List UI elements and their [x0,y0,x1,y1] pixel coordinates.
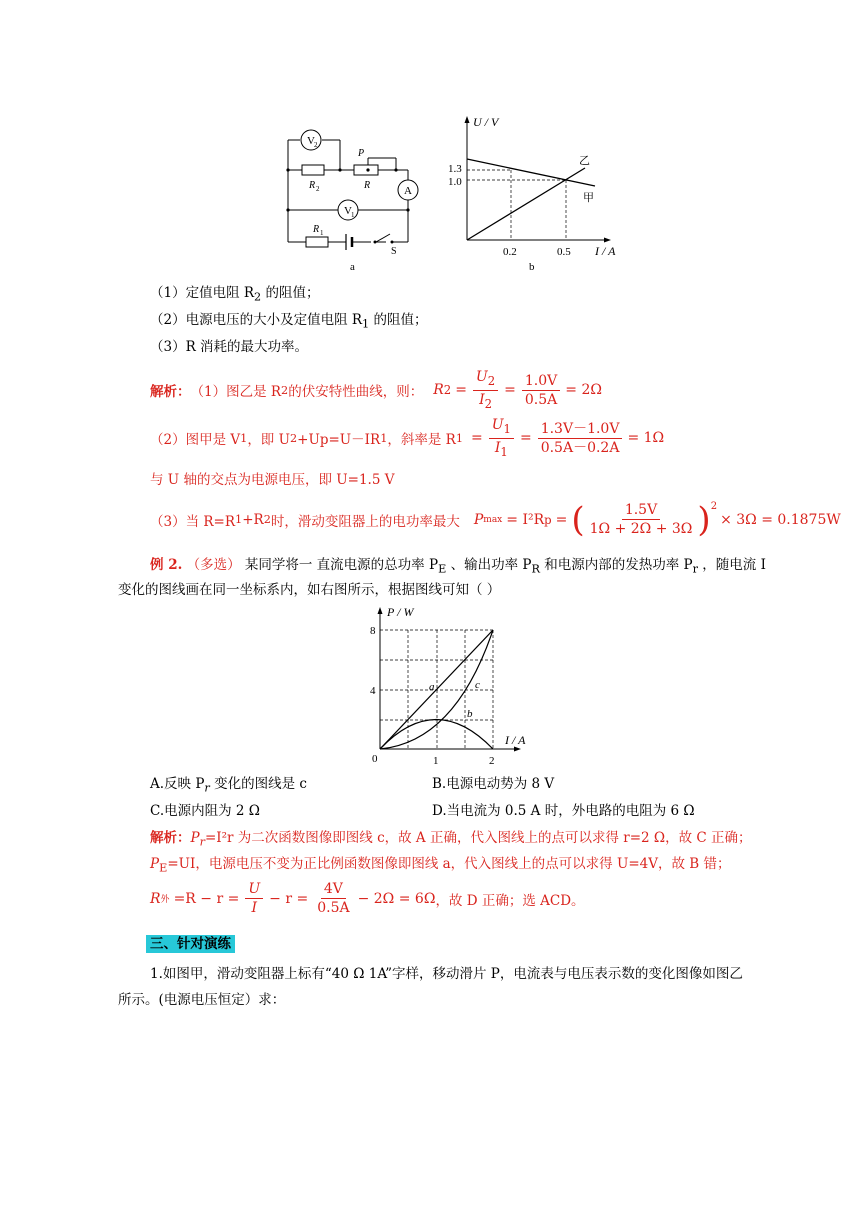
line-yi [467,168,585,240]
solution1-part2b: 与 U 轴的交点为电源电压，即 U=1.5 V [150,472,395,488]
section3-heading: 三、针对演练 [146,932,235,952]
xtick-p-1: 1 [433,755,439,767]
question-1: （1）定值电阻 $R_2$ 的阻值； [150,285,320,304]
svg-text:1: 1 [320,229,324,237]
solution1-part1: 解析： （1）图乙是 R 2 的伏安特性曲线，则： R 2 = $\frac{U_2}{I_2}$ = $\frac{1.0V}{0.5A}$ = 2Ω [150,369,602,411]
line-jia [467,159,595,186]
resistor-r-label: R [364,180,371,191]
question-3: （3）R 消耗的最大功率。 [150,339,309,355]
svg-text:1: 1 [351,211,355,219]
curve-label-a: a [429,681,435,693]
graph-p-i [365,602,535,770]
slider-p-label: P [358,148,365,159]
question-2: （2）电源电压的大小及定值电阻 $R_1$ 的阻值； [150,312,428,331]
xlabel-p: I / A [505,733,526,747]
solution2-line1: 解析：$P_r=I^2r$ 为二次函数图像即图线 c，故 A 正确，代入图线上的点可以求得 r=2 Ω，故 C 正确； [150,830,752,849]
meter-v1-label: V [344,205,352,217]
figure-a-caption: a [350,261,355,273]
svg-text:2: 2 [316,185,320,193]
example2-line2: 变化的图线画在同一坐标系内，如右图所示，根据图线可知（ ） [118,582,501,598]
resistor-r2-label: R [309,180,316,191]
ylabel-p: P / W [387,605,414,619]
graph-b-ui [445,112,625,274]
solution2-line3: R 外 =R − r = $\frac{U}{I}$ − r = $\frac{4V}{0.5A}$ − 2Ω = 6Ω ，故 D 正确；选 ACD。 [150,881,585,916]
svg-text:2: 2 [314,141,318,149]
solution2-line2: $P_E=UI$，电源电压不变为正比例函数图像即图线 a，代入图线上的点可以求得 U=4V，故 B 错； [150,856,731,875]
example2-line1: 例 2. （多选） 某同学将一 直流电源的总功率 $P_E$ 、输出功率 $P_R$ 和电源内部的发热功率 $P_r$ ，随电流 I [150,557,766,576]
ytick-p-4: 4 [370,685,376,697]
switch-s-label: S [391,246,397,257]
xtick-b-05: 0.5 [557,246,571,258]
solution1-part2: （2）图甲是 V 1 ，即 U 2 +Up=U－IR 1 ，斜率是 R 1 = $\frac{U_1}{I_1}$ = $\frac{1.3V-1.0V}{0.5A-0.2A}$ = 1Ω [150,417,665,459]
figure-b-caption: b [529,261,535,273]
xtick-b-02: 0.2 [503,246,517,258]
xtick-p-2: 2 [489,755,495,767]
ytick-p-8: 8 [370,625,376,637]
curve-label-b: b [467,708,473,720]
ammeter-label: A [404,185,412,197]
meter-v2-label: V [307,135,315,147]
xlabel-b: I / A [595,244,616,258]
curve-label-c: c [475,679,480,691]
circuit-diagram-a [278,120,428,275]
option-b: B.电源电动势为 8 V [432,776,555,792]
resistor-r1-label: R [313,224,320,235]
section3-q1-line1: 1.如图甲，滑动变阻器上标有“40 Ω 1A”字样，移动滑片 P，电流表与电压表示数的变化图像如图乙 [150,966,743,982]
section3-q1-line2: 所示。(电源电压恒定）求： [118,992,286,1008]
curve-label-yi: 乙 [579,155,590,167]
option-d: D.当电流为 0.5 A 时，外电路的电阻为 6 Ω [432,803,695,819]
solution1-part3: （3）当 R=R 1 +R 2 时，滑动变阻器上的电功率最大 P max = I²R p = ( $\frac{1.5V}{1\Omega + 2\Omega + 3\Omega}$ ) $^2$ × 3Ω = 0.1875W [150,499,841,540]
ytick-b-13: 1.3 [448,163,462,175]
option-a: A.反映 $P_r$ 变化的图线是 c [150,776,307,795]
ytick-b-10: 1.0 [448,176,462,188]
ylabel-b: U / V [473,115,499,129]
origin-p: 0 [372,753,378,765]
curve-label-jia: 甲 [583,192,594,204]
option-c: C.电源内阻为 2 Ω [150,803,261,819]
